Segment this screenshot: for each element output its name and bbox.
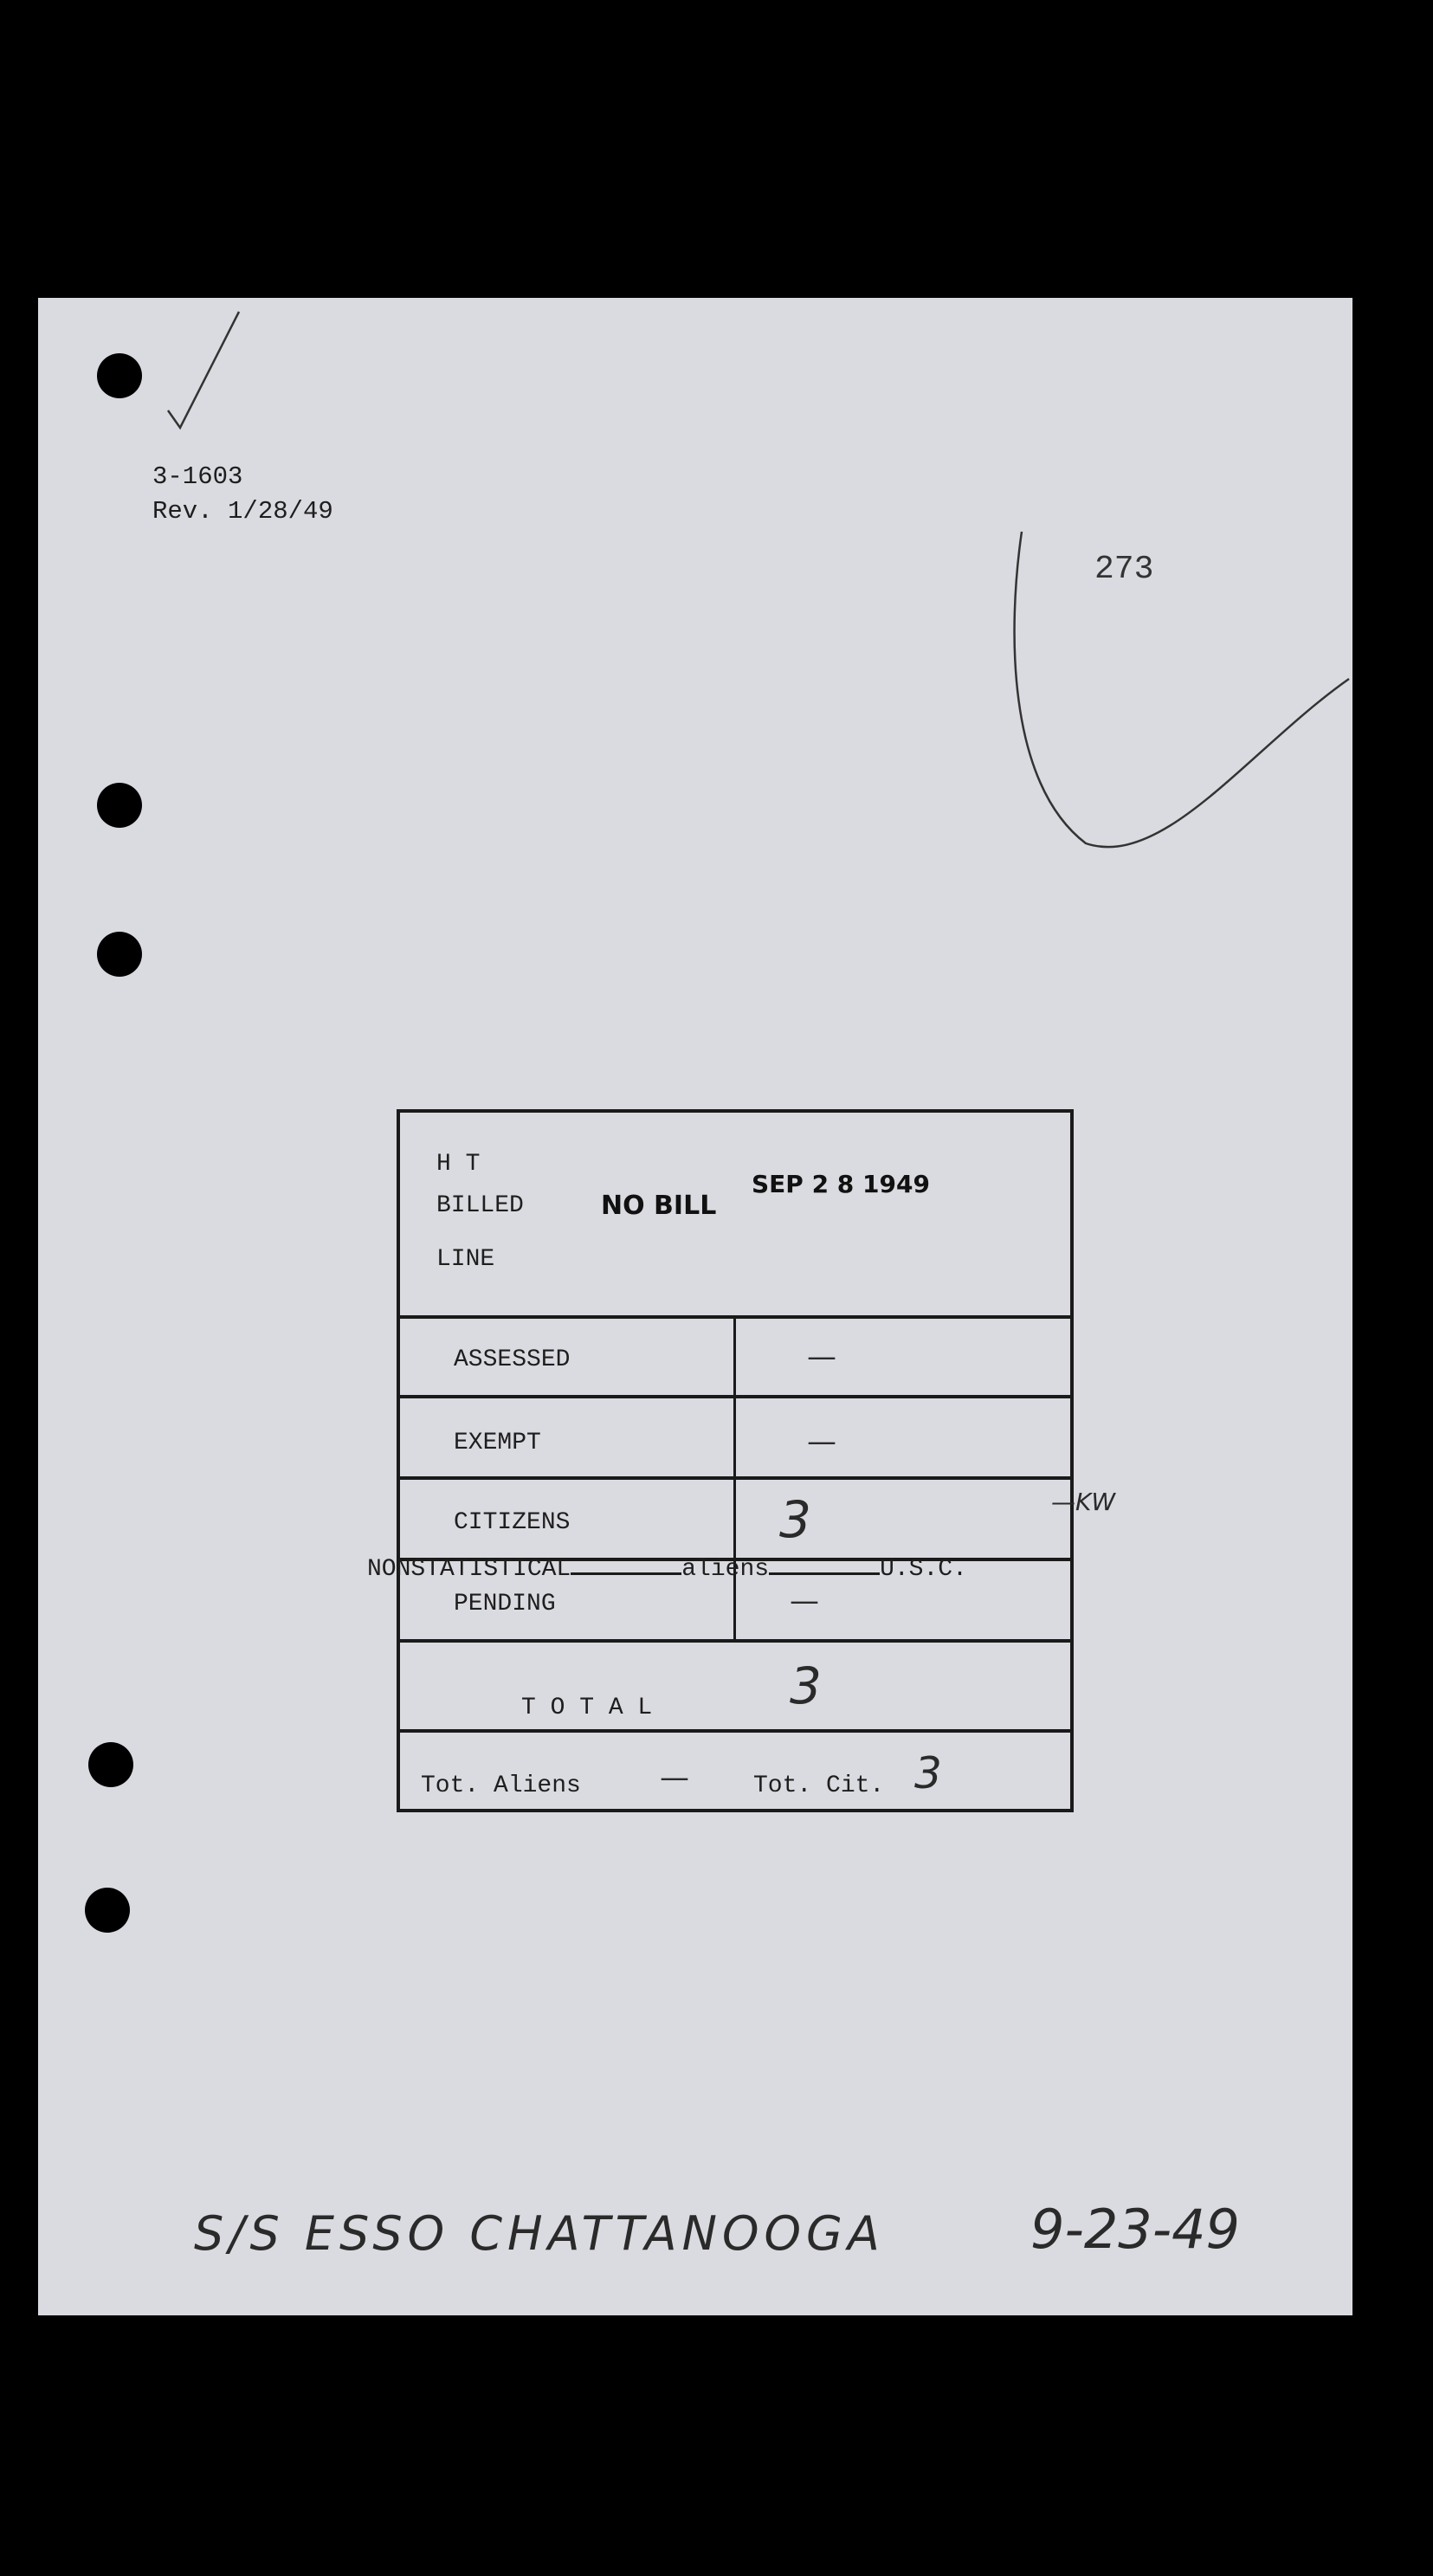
label-billed: BILLED: [436, 1192, 524, 1219]
form-revision: Rev. 1/28/49: [152, 497, 333, 526]
row-value-exempt: —: [807, 1424, 836, 1459]
pen-stroke: [1015, 532, 1349, 847]
label-line: LINE: [436, 1246, 495, 1273]
label-ht: H T: [436, 1151, 481, 1178]
aliens-label: aliens: [681, 1556, 770, 1583]
form-number: 3-1603: [152, 462, 243, 491]
check-mark: [168, 312, 239, 428]
initials: —KW: [1051, 1488, 1116, 1516]
divider: [400, 1476, 1070, 1480]
date-stamp: SEP 2 8 1949: [752, 1170, 930, 1198]
row-label-citizens: CITIZENS: [454, 1509, 571, 1536]
blank-line: [769, 1552, 880, 1575]
tot-aliens-value: —: [660, 1760, 689, 1795]
row-value-assessed: —: [807, 1340, 836, 1374]
divider: [400, 1395, 1070, 1398]
row-value-pending: —: [790, 1584, 819, 1618]
usc-label: U.S.C.: [880, 1556, 967, 1583]
nonstatistical-label: NONSTATISTICAL: [367, 1556, 571, 1583]
tally-form: [397, 1109, 1074, 1812]
document-page: [38, 298, 1352, 2315]
nonstatistical-line: [367, 1552, 967, 1583]
row-label-exempt: EXEMPT: [454, 1430, 541, 1456]
row-label-assessed: ASSESSED: [454, 1346, 571, 1373]
divider: [400, 1729, 1070, 1733]
vessel-name: S/S ESSO CHATTANOOGA: [194, 2206, 885, 2261]
divider: [400, 1639, 1070, 1643]
blank-line: [571, 1552, 681, 1575]
footer-date: 9-23-49: [1030, 2198, 1240, 2261]
row-value-citizens: 3: [779, 1490, 811, 1549]
tot-cit-label: Tot. Cit.: [753, 1772, 885, 1799]
total-label: T O T A L: [521, 1695, 653, 1721]
row-label-pending: PENDING: [454, 1591, 556, 1617]
tot-aliens-label: Tot. Aliens: [421, 1772, 581, 1799]
tot-cit-value: 3: [914, 1748, 942, 1798]
no-bill-stamp: NO BILL: [601, 1191, 717, 1221]
total-value: 3: [790, 1656, 822, 1715]
page-number: 273: [1094, 551, 1154, 588]
